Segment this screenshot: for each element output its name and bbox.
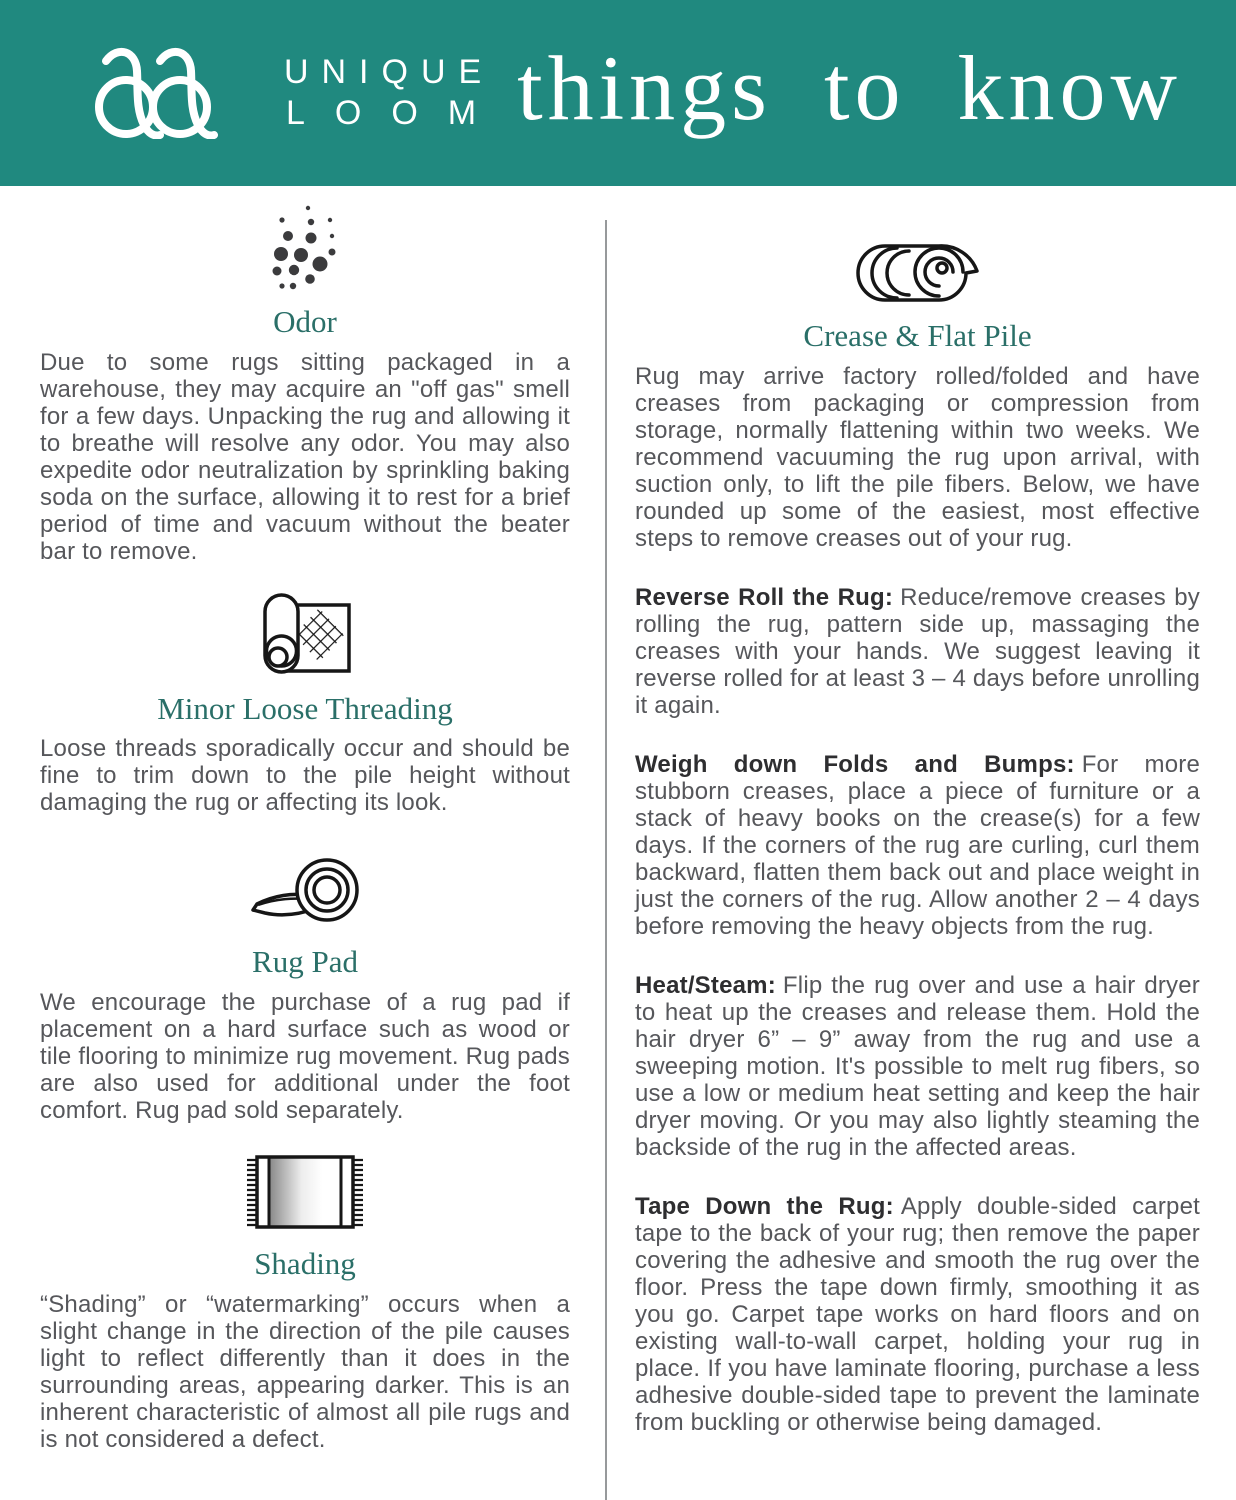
tip-label-tape-down: Tape Down the Rug: xyxy=(635,1192,894,1220)
tip-text-tape-down: Apply double-sided carpet tape to the back of your rug; then remove the paper covering the adhesive and smooth the rug over the floor. Press the tape down firmly, smoothing it as you go. Carpet tape works on hard floors and on existing wall-to-wall carpet, holding your rug in place. If you have laminate flooring, purchase a less adhesive double-sided tape to prevent the laminate from buckling or otherwise being damaged. xyxy=(635,1192,1200,1436)
shaded-rug-fringe-icon xyxy=(243,1152,367,1232)
crease-icon-row xyxy=(635,242,1200,304)
tip-weigh-down xyxy=(635,751,1200,940)
section-heading-odor: Odor xyxy=(273,304,337,339)
tip-text-heat-steam: Flip the rug over and use a hair dryer to heat up the creases and release them. Hold the hair dryer 6” – 9” away from the rug and use a sweeping motion. It's possible to melt rug fibers, so use a low or medium heat setting and keep the hair dryer moving. Or you may also lightly steaming the backside of the rug in the affected areas. xyxy=(635,971,1200,1161)
right-column xyxy=(618,186,1236,1500)
two-column-content xyxy=(0,186,1236,1500)
tip-label-heat-steam: Heat/Steam: xyxy=(635,971,776,999)
odor-icon-row xyxy=(40,202,570,290)
section-body-threading: Loose threads sporadically occur and should be fine to trim down to the pile height without damaging the rug or affecting its look. xyxy=(40,735,570,817)
rolled-rug-side-icon xyxy=(851,242,985,304)
section-heading-crease: Crease & Flat Pile xyxy=(803,318,1032,353)
brand-line-2: LOOM xyxy=(286,94,507,132)
brand-wordmark xyxy=(272,52,506,134)
rolled-rug-crosshatch-icon xyxy=(257,591,353,677)
rug-pad-icon-row xyxy=(40,852,570,930)
unique-loom-logo xyxy=(92,47,506,139)
page-title: things to know xyxy=(517,37,1182,139)
tip-tape-down xyxy=(635,1193,1200,1436)
odor-sprinkle-dots-icon xyxy=(272,202,338,290)
section-heading-rug-pad: Rug Pad xyxy=(252,944,358,980)
section-body-shading: “Shading” or “watermarking” occurs when a slight change in the direction of the pile causes light to reflect differently than it does in the surrounding areas, appearing darker. This is an inherent characteristic of almost all pile rugs and is not considered a defect. xyxy=(40,1290,570,1453)
column-divider xyxy=(605,220,607,1500)
unique-loom-double-loop-icon xyxy=(92,47,242,139)
tip-text-reverse-roll: Reduce/remove creases by rolling the rug, pattern side up, massaging the creases with your hands. We suggest leaving it reverse rolled for at least 3 – 4 days before unrolling it again. xyxy=(635,583,1201,719)
tip-label-weigh-down: Weigh down Folds and Bumps: xyxy=(635,750,1075,778)
section-body-rug-pad: We encourage the purchase of a rug pad if placement on a hard surface such as wood or tile flooring to minimize rug movement. Rug pads are also used for additional under the foot comfort. Rug pad sold separately. xyxy=(40,988,570,1124)
header-banner xyxy=(0,0,1236,186)
tip-reverse-roll xyxy=(635,584,1200,719)
threading-icon-row xyxy=(40,591,570,677)
section-body-odor: Due to some rugs sitting packaged in a warehouse, they may acquire an "off gas" smell for a few days. Unpacking the rug and allowing it to breathe will resolve any odor. You may also expedite odor neutralization by sprinkling baking soda on the surface, allowing it to rest for a brief period of time and vacuum without the beater bar to remove. xyxy=(40,348,570,565)
section-heading-shading: Shading xyxy=(254,1245,356,1281)
brand-line-1: UNIQUE xyxy=(283,53,495,92)
shading-icon-row xyxy=(40,1152,570,1232)
tip-text-weigh-down: For more stubborn creases, place a piece of furniture or a stack of heavy books on the crease(s) for a few days. If the corners of the rug are curling, curl them backward, flatten them back out and place weight in just the corners of the rug. Allow another 2 – 4 days before removing the heavy objects from the rug. xyxy=(635,750,1200,940)
rug-pad-roll-icon xyxy=(249,852,361,930)
tip-heat-steam xyxy=(635,972,1200,1161)
section-heading-threading: Minor Loose Threading xyxy=(157,690,453,726)
left-column xyxy=(0,186,618,1500)
tip-label-reverse-roll: Reverse Roll the Rug: xyxy=(635,583,894,611)
crease-intro-paragraph: Rug may arrive factory rolled/folded and have creases from packaging or compression from storage, normally flattening within two weeks. We recommend vacuuming the rug upon arrival, with suction only, to lift the pile fibers. Below, we have rounded up some of the easiest, most effective steps to remove creases out of your rug. xyxy=(635,362,1200,552)
